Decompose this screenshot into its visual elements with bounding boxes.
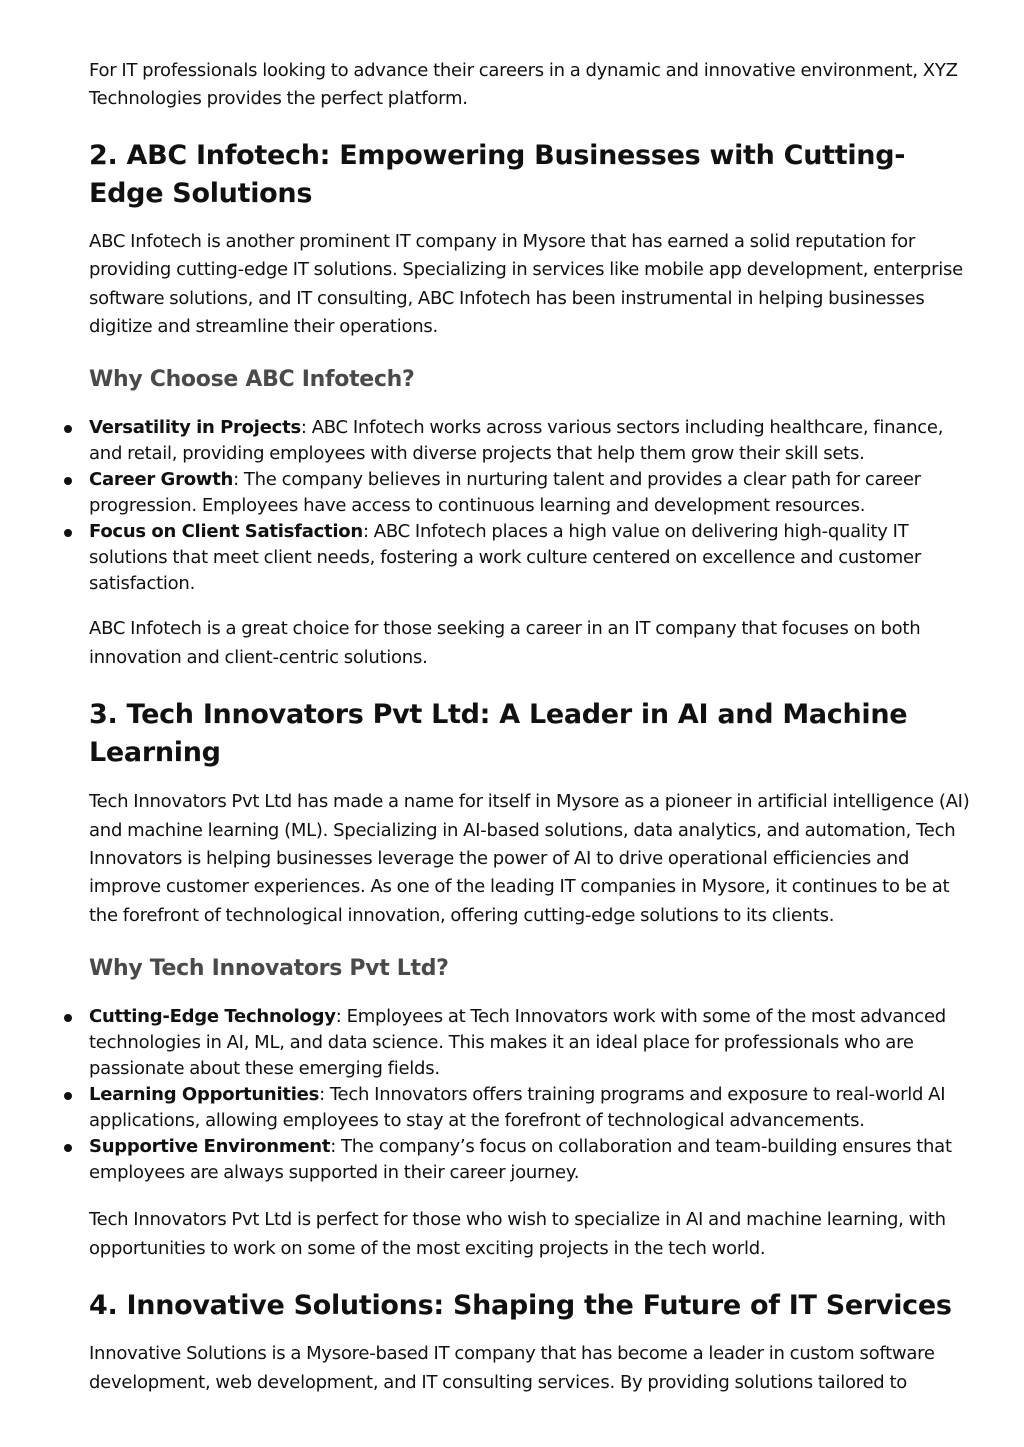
section-paragraph-innovative-solutions: Innovative Solutions is a Mysore-based IT company that has become a leader in custom software development, web development, and IT consulting services. By providing solutions tailored to <box>89 1343 935 1393</box>
list-item <box>89 1134 979 1186</box>
list-item-title: Cutting-Edge Technology <box>89 1006 336 1028</box>
bullet-icon <box>64 477 72 485</box>
list-item-title: Focus on Client Satisfaction <box>89 521 363 543</box>
section-closing-tech-innovators: Tech Innovators Pvt Ltd is perfect for those who wish to specialize in AI and machine learning, with opportunities to work on some of the most exciting projects in the tech world. <box>89 1209 946 1259</box>
list-item <box>89 415 979 467</box>
list-item <box>89 467 979 519</box>
list-item-title: Versatility in Projects <box>89 417 301 439</box>
list-item <box>89 1004 979 1082</box>
tech-innovators-reasons-list <box>89 1004 979 1186</box>
list-item-text: : The company’s focus on collaboration and team-building ensures that employees are always supported in their career journey. <box>89 1136 952 1184</box>
section-paragraph-tech-innovators: Tech Innovators Pvt Ltd has made a name for itself in Mysore as a pioneer in artificial intelligence (AI) and machine learning (ML). Specializing in AI-based solutions, data analytics, and automation, Tech Innovators is helping businesses leverage the power of AI to drive operational efficiencies and improve customer experiences. As one of the leading IT companies in Mysore, it continues to be at the forefront of technological innovation, offering cutting-edge solutions to its clients. <box>89 791 970 926</box>
list-item-text: : ABC Infotech places a high value on delivering high-quality IT solutions that meet client needs, fostering a work culture centered on excellence and customer satisfaction. <box>89 521 921 595</box>
section-paragraph-abc-infotech: ABC Infotech is another prominent IT company in Mysore that has earned a solid reputation for providing cutting-edge IT solutions. Specializing in services like mobile app development, enterprise software solutions, and IT consulting, ABC Infotech has been instrumental in helping businesses digitize and streamline their operations. <box>89 230 963 338</box>
bullet-icon <box>64 425 72 433</box>
list-item-text: : Tech Innovators offers training programs and exposure to real-world AI applications, allowing employees to stay at the forefront of technological advancements. <box>89 1084 946 1132</box>
intro-paragraph: For IT professionals looking to advance their careers in a dynamic and innovative environment, XYZ Technologies provides the perfect platform. <box>89 60 958 110</box>
list-item-text: : ABC Infotech works across various sectors including healthcare, finance, and retail, providing employees with diverse projects that help them grow their skill sets. <box>89 417 944 465</box>
bullet-icon <box>64 1092 72 1100</box>
subheading-why-abc-infotech: Why Choose ABC Infotech? <box>89 367 415 393</box>
section-closing-abc-infotech: ABC Infotech is a great choice for those seeking a career in an IT company that focuses on both innovation and client-centric solutions. <box>89 618 921 668</box>
list-item-title: Learning Opportunities <box>89 1084 320 1106</box>
section-heading-tech-innovators: 3. Tech Innovators Pvt Ltd: A Leader in AI and Machine Learning <box>89 699 908 769</box>
bullet-icon <box>64 1144 72 1152</box>
list-item <box>89 1082 979 1134</box>
bullet-icon <box>64 529 72 537</box>
list-item <box>89 519 979 597</box>
section-heading-innovative-solutions: 4. Innovative Solutions: Shaping the Future of IT Services <box>89 1290 952 1322</box>
list-item-title: Career Growth <box>89 469 234 491</box>
bullet-icon <box>64 1014 72 1022</box>
article-body <box>89 57 979 1397</box>
abc-infotech-reasons-list <box>89 415 979 597</box>
section-heading-abc-infotech: 2. ABC Infotech: Empowering Businesses with Cutting-Edge Solutions <box>89 139 906 209</box>
list-item-text: : The company believes in nurturing talent and provides a clear path for career progression. Employees have access to continuous learning and development resources. <box>89 469 921 517</box>
list-item-text: : Employees at Tech Innovators work with some of the most advanced technologies in AI, ML, and data science. This makes it an ideal place for professionals who are passionate about these emerging fields. <box>89 1006 946 1080</box>
list-item-title: Supportive Environment <box>89 1136 331 1158</box>
subheading-why-tech-innovators: Why Tech Innovators Pvt Ltd? <box>89 956 449 982</box>
